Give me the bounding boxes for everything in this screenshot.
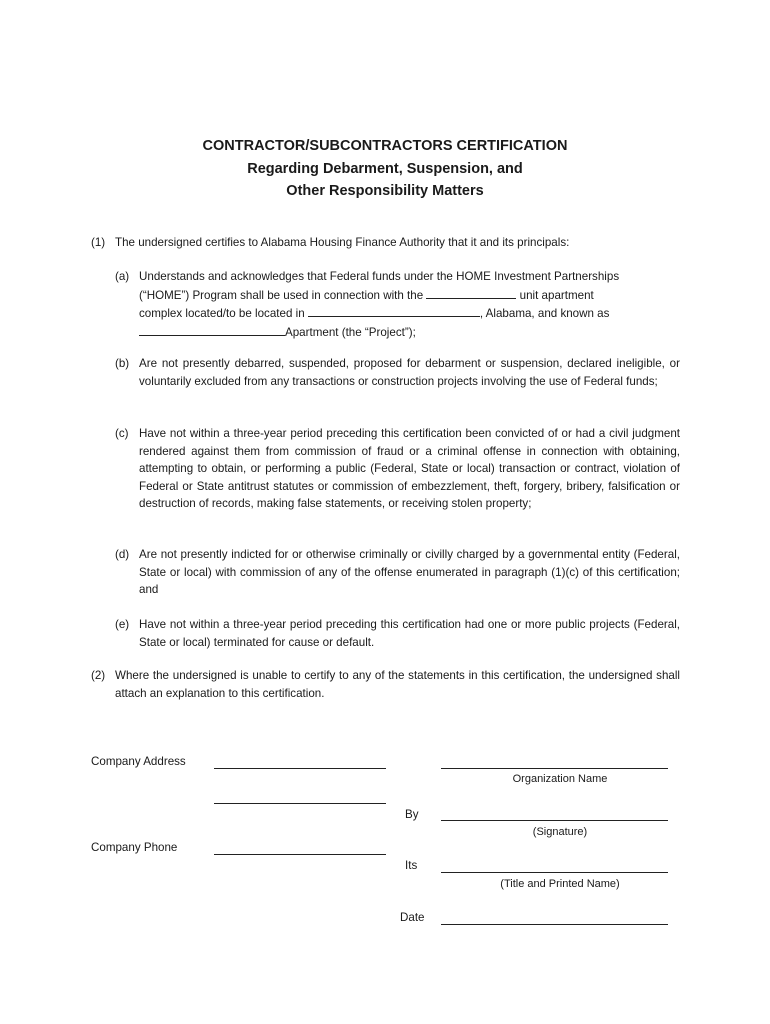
item-a-line3: complex located/to be located in , Alabama, and known as [139, 304, 685, 323]
organization-name-line[interactable] [441, 768, 668, 769]
company-address-line-1[interactable] [214, 768, 386, 769]
item-b-label: (b) [115, 357, 130, 370]
item-c-label: (c) [115, 427, 129, 440]
section-1-number: (1) [91, 236, 106, 249]
document-subtitle-line2: Other Responsibility Matters [286, 183, 484, 199]
item-d-label: (d) [115, 548, 130, 561]
section-1-text: The undersigned certifies to Alabama Housing Finance Authority that it and its principals: [115, 236, 570, 249]
item-c-text: Have not within a three-year period preceding this certification been convicted of or had a civil judgment rendered against them from commission of fraud or a criminal offense in connection with obtaining, attempting to obtain, or performing a public (Federal, State or local) transaction or contract, violation of Federal or State antitrust statutes or commission of embezzlement, theft, forgery, bribery, falsification or destruction of records, making false statements, or receiving stolen property; [139, 427, 680, 511]
item-a-line1: Understands and acknowledges that Federal funds under the HOME Investment Partnerships [139, 270, 620, 283]
document-subtitle-line1: Regarding Debarment, Suspension, and [247, 161, 523, 177]
its-label: Its [405, 859, 418, 872]
date-line[interactable] [441, 924, 668, 925]
item-e-label: (e) [115, 618, 130, 631]
section-2-text: Where the undersigned is unable to certify to any of the statements in this certification, the undersigned shall attach an explanation to this certification. [115, 669, 680, 700]
date-label: Date [400, 911, 425, 924]
company-phone-line[interactable] [214, 854, 386, 855]
unit-count-blank[interactable] [426, 286, 516, 299]
item-e-text: Have not within a three-year period preceding this certification had one or more public projects (Federal, State or local) terminated for cause or default. [139, 618, 680, 649]
company-address-line-2[interactable] [214, 803, 386, 804]
item-a-label: (a) [115, 270, 130, 283]
item-b-text: Are not presently debarred, suspended, proposed for debarment or suspension, declared ineligible, or voluntarily excluded from any transactions or construction projects involving the use of Federal funds; [139, 357, 680, 388]
company-phone-label: Company Phone [91, 841, 178, 854]
item-a-line4: Apartment (the “Project”); [139, 323, 685, 342]
organization-name-caption: Organization Name [512, 773, 608, 785]
title-caption: (Title and Printed Name) [500, 878, 620, 890]
section-2-number: (2) [91, 669, 106, 682]
signature-line[interactable] [441, 820, 668, 821]
project-name-blank[interactable] [139, 323, 285, 336]
item-d-text: Are not presently indicted for or otherwise criminally or civilly charged by a governmental entity (Federal, State or local) with commission of any of the offense enumerated in paragraph (1)(c) of this certification; and [139, 548, 680, 597]
item-a-line2: (“HOME”) Program shall be used in connection with the unit apartment [139, 286, 685, 305]
by-label: By [405, 808, 419, 821]
title-line[interactable] [441, 872, 668, 873]
location-blank[interactable] [308, 304, 480, 317]
signature-caption: (Signature) [532, 826, 588, 838]
document-title: CONTRACTOR/SUBCONTRACTORS CERTIFICATION [202, 138, 568, 154]
company-address-label: Company Address [91, 755, 186, 768]
